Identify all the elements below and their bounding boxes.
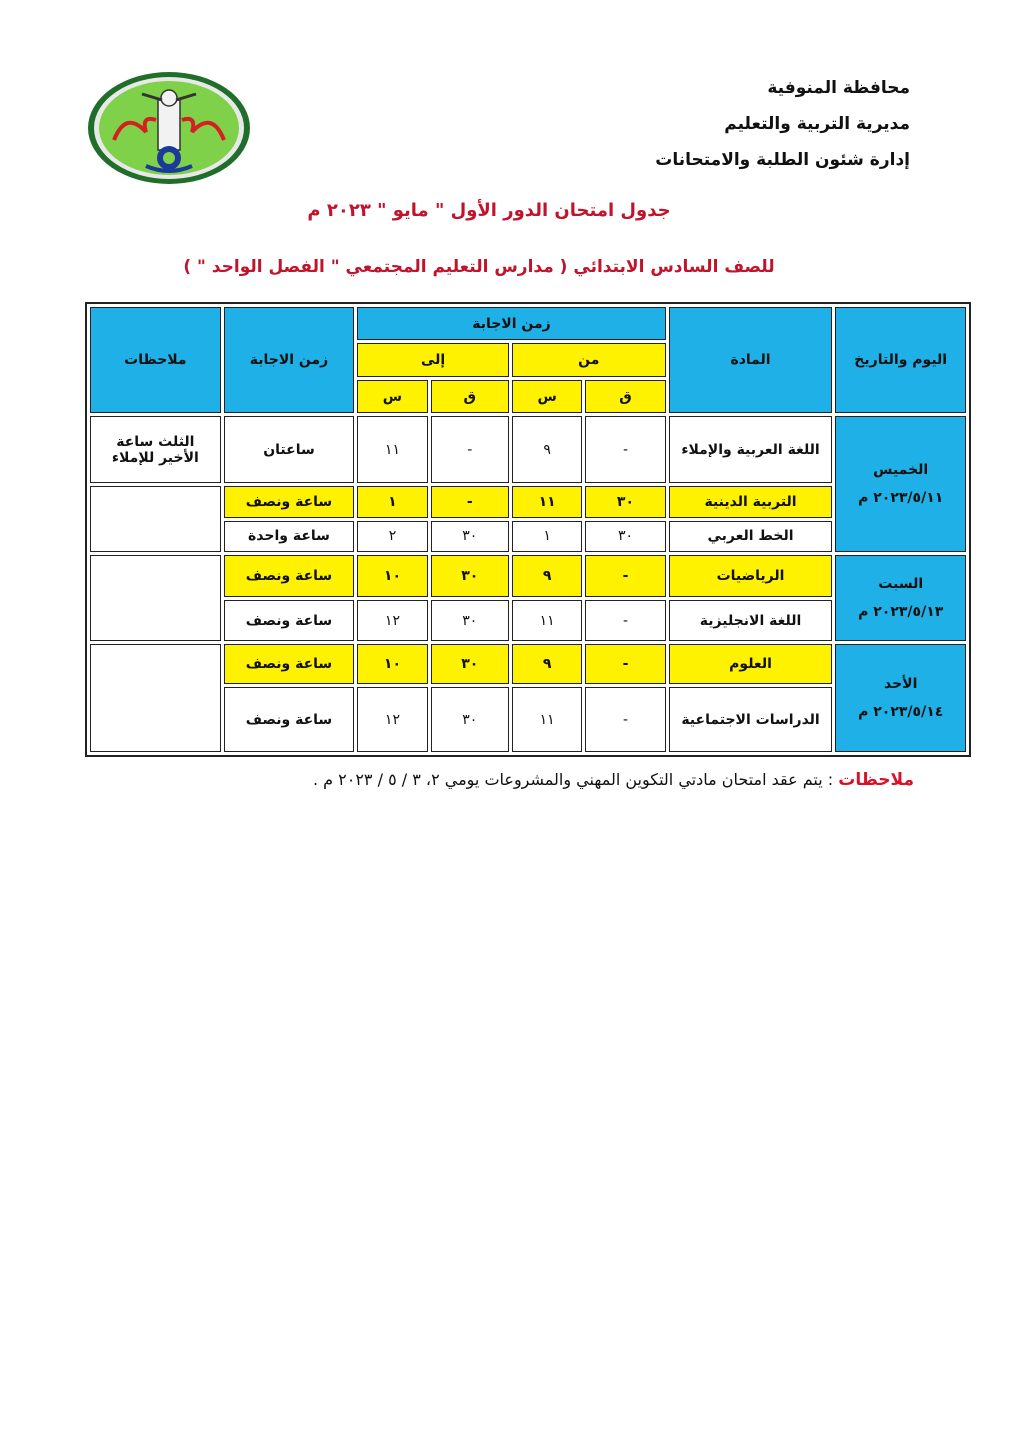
day-name: الأحد	[884, 676, 918, 693]
header-to: إلى	[357, 343, 509, 376]
from-minute-cell: -	[585, 416, 665, 483]
day-cell	[835, 416, 966, 552]
from-minute-cell: -	[585, 600, 665, 642]
to-minute-cell: -	[431, 486, 509, 517]
subject-cell: الرياضيات	[669, 555, 833, 597]
to-hour-cell: ١٠	[357, 555, 427, 597]
subject-cell: اللغة الانجليزية	[669, 600, 833, 642]
from-minute-cell: -	[585, 555, 665, 597]
from-hour-cell: ١	[512, 521, 582, 552]
directorate-emblem-icon	[86, 70, 252, 186]
from-hour-cell: ١١	[512, 486, 582, 517]
duration-cell: ساعتان	[224, 416, 355, 483]
notes-label: ملاحظات	[838, 770, 914, 790]
from-hour-cell: ٩	[512, 644, 582, 684]
duration-cell: ساعة ونصف	[224, 687, 355, 752]
to-minute-cell: ٣٠	[431, 600, 509, 642]
to-hour-cell: ١٢	[357, 600, 427, 642]
directorate-name: مديرية التربية والتعليم	[724, 114, 910, 134]
from-minute-cell: ٣٠	[585, 486, 665, 517]
header-remarks: ملاحظات	[90, 307, 221, 413]
remarks-cell	[90, 555, 221, 642]
governorate-name: محافظة المنوفية	[767, 78, 910, 98]
subject-cell: الخط العربي	[669, 521, 833, 552]
header-duration: زمن الاجابة	[224, 307, 355, 413]
subject-cell: العلوم	[669, 644, 833, 684]
to-hour-cell: ٢	[357, 521, 427, 552]
remarks-cell	[90, 486, 221, 552]
table-row	[90, 416, 966, 483]
remarks-cell: الثلث ساعة الأخير للإملاء	[90, 416, 221, 483]
subject-cell: الدراسات الاجتماعية	[669, 687, 833, 752]
duration-cell: ساعة ونصف	[224, 555, 355, 597]
day-name: السبت	[878, 576, 924, 593]
table-row	[90, 555, 966, 597]
exam-schedule-table	[85, 302, 971, 757]
day-cell	[835, 555, 966, 642]
duration-cell: ساعة واحدة	[224, 521, 355, 552]
header-from: من	[512, 343, 666, 376]
header-to-minute: ق	[431, 380, 509, 413]
header-answer-time-group: زمن الاجابة	[357, 307, 665, 340]
department-name: إدارة شئون الطلبة والامتحانات	[655, 150, 910, 170]
duration-cell: ساعة ونصف	[224, 644, 355, 684]
header-from-hour: س	[512, 380, 582, 413]
footer-notes	[94, 770, 914, 790]
to-hour-cell: ١١	[357, 416, 427, 483]
from-minute-cell: ٣٠	[585, 521, 665, 552]
remarks-cell	[90, 644, 221, 752]
duration-cell: ساعة ونصف	[224, 486, 355, 517]
document-subtitle: للصف السادس الابتدائي ( مدارس التعليم المجتمعي " الفصل الواحد " )	[183, 257, 775, 277]
day-date: ٢٠٢٣/٥/١٤ م	[858, 704, 944, 721]
header-from-minute: ق	[585, 380, 665, 413]
to-hour-cell: ١٠	[357, 644, 427, 684]
to-minute-cell: ٣٠	[431, 687, 509, 752]
to-hour-cell: ١٢	[357, 687, 427, 752]
from-hour-cell: ١١	[512, 687, 582, 752]
from-hour-cell: ١١	[512, 600, 582, 642]
from-hour-cell: ٩	[512, 416, 582, 483]
day-date: ٢٠٢٣/٥/١١ م	[858, 490, 944, 507]
day-name: الخميس	[873, 462, 929, 479]
from-minute-cell: -	[585, 644, 665, 684]
subject-cell: التربية الدينية	[669, 486, 833, 517]
notes-text: : يتم عقد امتحان مادتي التكوين المهني والمشروعات يومي ٢، ٣ / ٥ / ٢٠٢٣ م .	[312, 770, 839, 789]
document-title: جدول امتحان الدور الأول " مايو " ٢٠٢٣ م	[307, 200, 671, 221]
duration-cell: ساعة ونصف	[224, 600, 355, 642]
letterhead	[590, 70, 910, 178]
from-hour-cell: ٩	[512, 555, 582, 597]
header-day: اليوم والتاريخ	[835, 307, 966, 413]
to-minute-cell: -	[431, 416, 509, 483]
table-row	[90, 644, 966, 684]
to-minute-cell: ٣٠	[431, 555, 509, 597]
subject-cell: اللغة العربية والإملاء	[669, 416, 833, 483]
header-subject: المادة	[669, 307, 833, 413]
header-to-hour: س	[357, 380, 427, 413]
from-minute-cell: -	[585, 687, 665, 752]
day-cell	[835, 644, 966, 752]
to-minute-cell: ٣٠	[431, 521, 509, 552]
day-date: ٢٠٢٣/٥/١٣ م	[858, 604, 944, 621]
to-minute-cell: ٣٠	[431, 644, 509, 684]
to-hour-cell: ١	[357, 486, 427, 517]
